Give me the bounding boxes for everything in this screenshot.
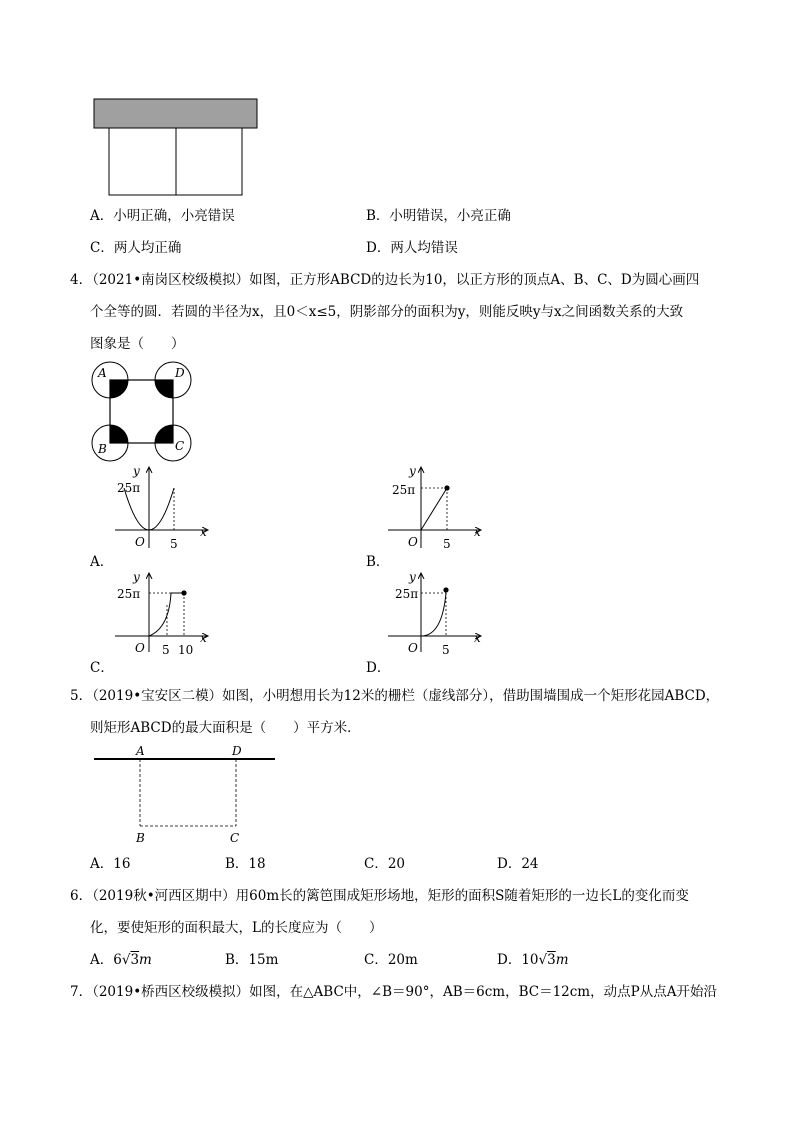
- q4-b-ytick: 25π: [392, 483, 416, 497]
- q6-option-b[interactable]: B．15m: [225, 952, 279, 968]
- q4-stem-line1: 4．（2021•南岗区校级模拟）如图，正方形ABCD的边长为10，以正方形的顶点A、B、C、D为圆心画四: [70, 272, 700, 288]
- q4-option-c[interactable]: C．: [90, 660, 114, 676]
- q4-c-ytick: 25π: [117, 587, 141, 601]
- q4-a-xtick: 5: [170, 537, 178, 551]
- q4-stem-line3: 图象是（ ）: [90, 336, 185, 352]
- q6-d-radicand: 3: [547, 952, 556, 968]
- q4-d-xtick: 5: [442, 643, 450, 657]
- q6-option-a[interactable]: [90, 951, 152, 969]
- q3-option-c[interactable]: C．两人均正确: [90, 240, 182, 256]
- q4-b-origin: O: [408, 535, 418, 549]
- q4-d-ylabel: y: [409, 570, 416, 584]
- q6-d-unit: m: [555, 952, 569, 968]
- q5-label-b: B: [136, 831, 145, 845]
- q4-a-ylabel: y: [133, 464, 140, 478]
- q6-option-c[interactable]: C．20m: [364, 952, 418, 968]
- q5-option-a[interactable]: A．16: [90, 856, 131, 872]
- q4-a-ytick: 25π: [117, 481, 141, 495]
- q5-stem-line1: 5．（2019•宝安区二模）如图，小明想用长为12米的栅栏（虚线部分），借助围墙围成一个矩形花园ABCD，: [70, 688, 720, 704]
- q5-option-c[interactable]: C．20: [364, 856, 406, 872]
- q6-a-radicand: 3: [130, 952, 140, 968]
- q4-b-xtick: 5: [443, 537, 451, 551]
- q5-label-a: A: [136, 744, 145, 758]
- q7-stem-line1: 7．（2019•桥西区校级模拟）如图，在△ABC中，∠B＝90°，AB＝6cm，BC＝12cm，动点P从点A开始沿: [70, 984, 717, 1000]
- q4-option-b[interactable]: B．: [366, 554, 390, 570]
- q5-label-c: C: [230, 831, 240, 845]
- q3-option-b[interactable]: B．小明错误，小亮正确: [366, 208, 511, 224]
- q4-d-xlabel: x: [474, 631, 481, 645]
- q4-stem-line2: 个全等的圆．若圆的半径为x，且0＜x≤5，阴影部分的面积为y，则能反映y与x之间函数关系的大致: [90, 304, 684, 320]
- q4-a-origin: O: [135, 535, 145, 549]
- q4-c-origin: O: [135, 641, 145, 655]
- q4-c-xlabel: x: [200, 631, 207, 645]
- q4-c-xtick5: 5: [162, 643, 170, 657]
- q4-label-d: D: [175, 366, 185, 380]
- q3-option-a[interactable]: A．小明正确，小亮错误: [90, 208, 235, 224]
- q4-c-ylabel: y: [133, 570, 140, 584]
- q5-stem-line2: 则矩形ABCD的最大面积是（ ）平方米．: [90, 720, 361, 736]
- q4-a-xlabel: x: [200, 525, 207, 539]
- q6-stem-line1: 6．（2019秋•河西区期中）用60m长的篱笆围成矩形场地，矩形的面积S随着矩形的一边长L的变化而变: [70, 888, 689, 904]
- q6-stem-line2: 化，要使矩形的面积最大，L的长度应为（ ）: [90, 920, 383, 936]
- q4-graph-b: [388, 467, 481, 548]
- q4-label-a: A: [98, 366, 107, 380]
- sqrt-icon: √: [538, 952, 548, 968]
- q4-label-b: B: [98, 442, 107, 456]
- q5-label-d: D: [232, 744, 242, 758]
- q4-label-c: C: [175, 439, 185, 453]
- q5-option-b[interactable]: B．18: [225, 856, 266, 872]
- q4-option-a[interactable]: A．: [90, 554, 114, 570]
- q5-option-d[interactable]: D．24: [497, 856, 539, 872]
- q4-option-d[interactable]: D．: [366, 660, 391, 676]
- q6-d-prefix: D．10: [497, 952, 539, 968]
- q4-b-ylabel: y: [409, 464, 416, 478]
- q4-d-ytick: 25π: [395, 587, 419, 601]
- q4-c-xtick10: 10: [178, 643, 194, 657]
- q6-option-d[interactable]: [497, 951, 569, 969]
- sqrt-icon: √: [121, 952, 131, 968]
- q3-option-d[interactable]: D．两人均错误: [366, 240, 458, 256]
- q4-b-xlabel: x: [474, 525, 481, 539]
- q4-d-origin: O: [408, 641, 418, 655]
- q6-a-prefix: A．6: [90, 952, 122, 968]
- q6-a-unit: m: [139, 952, 152, 968]
